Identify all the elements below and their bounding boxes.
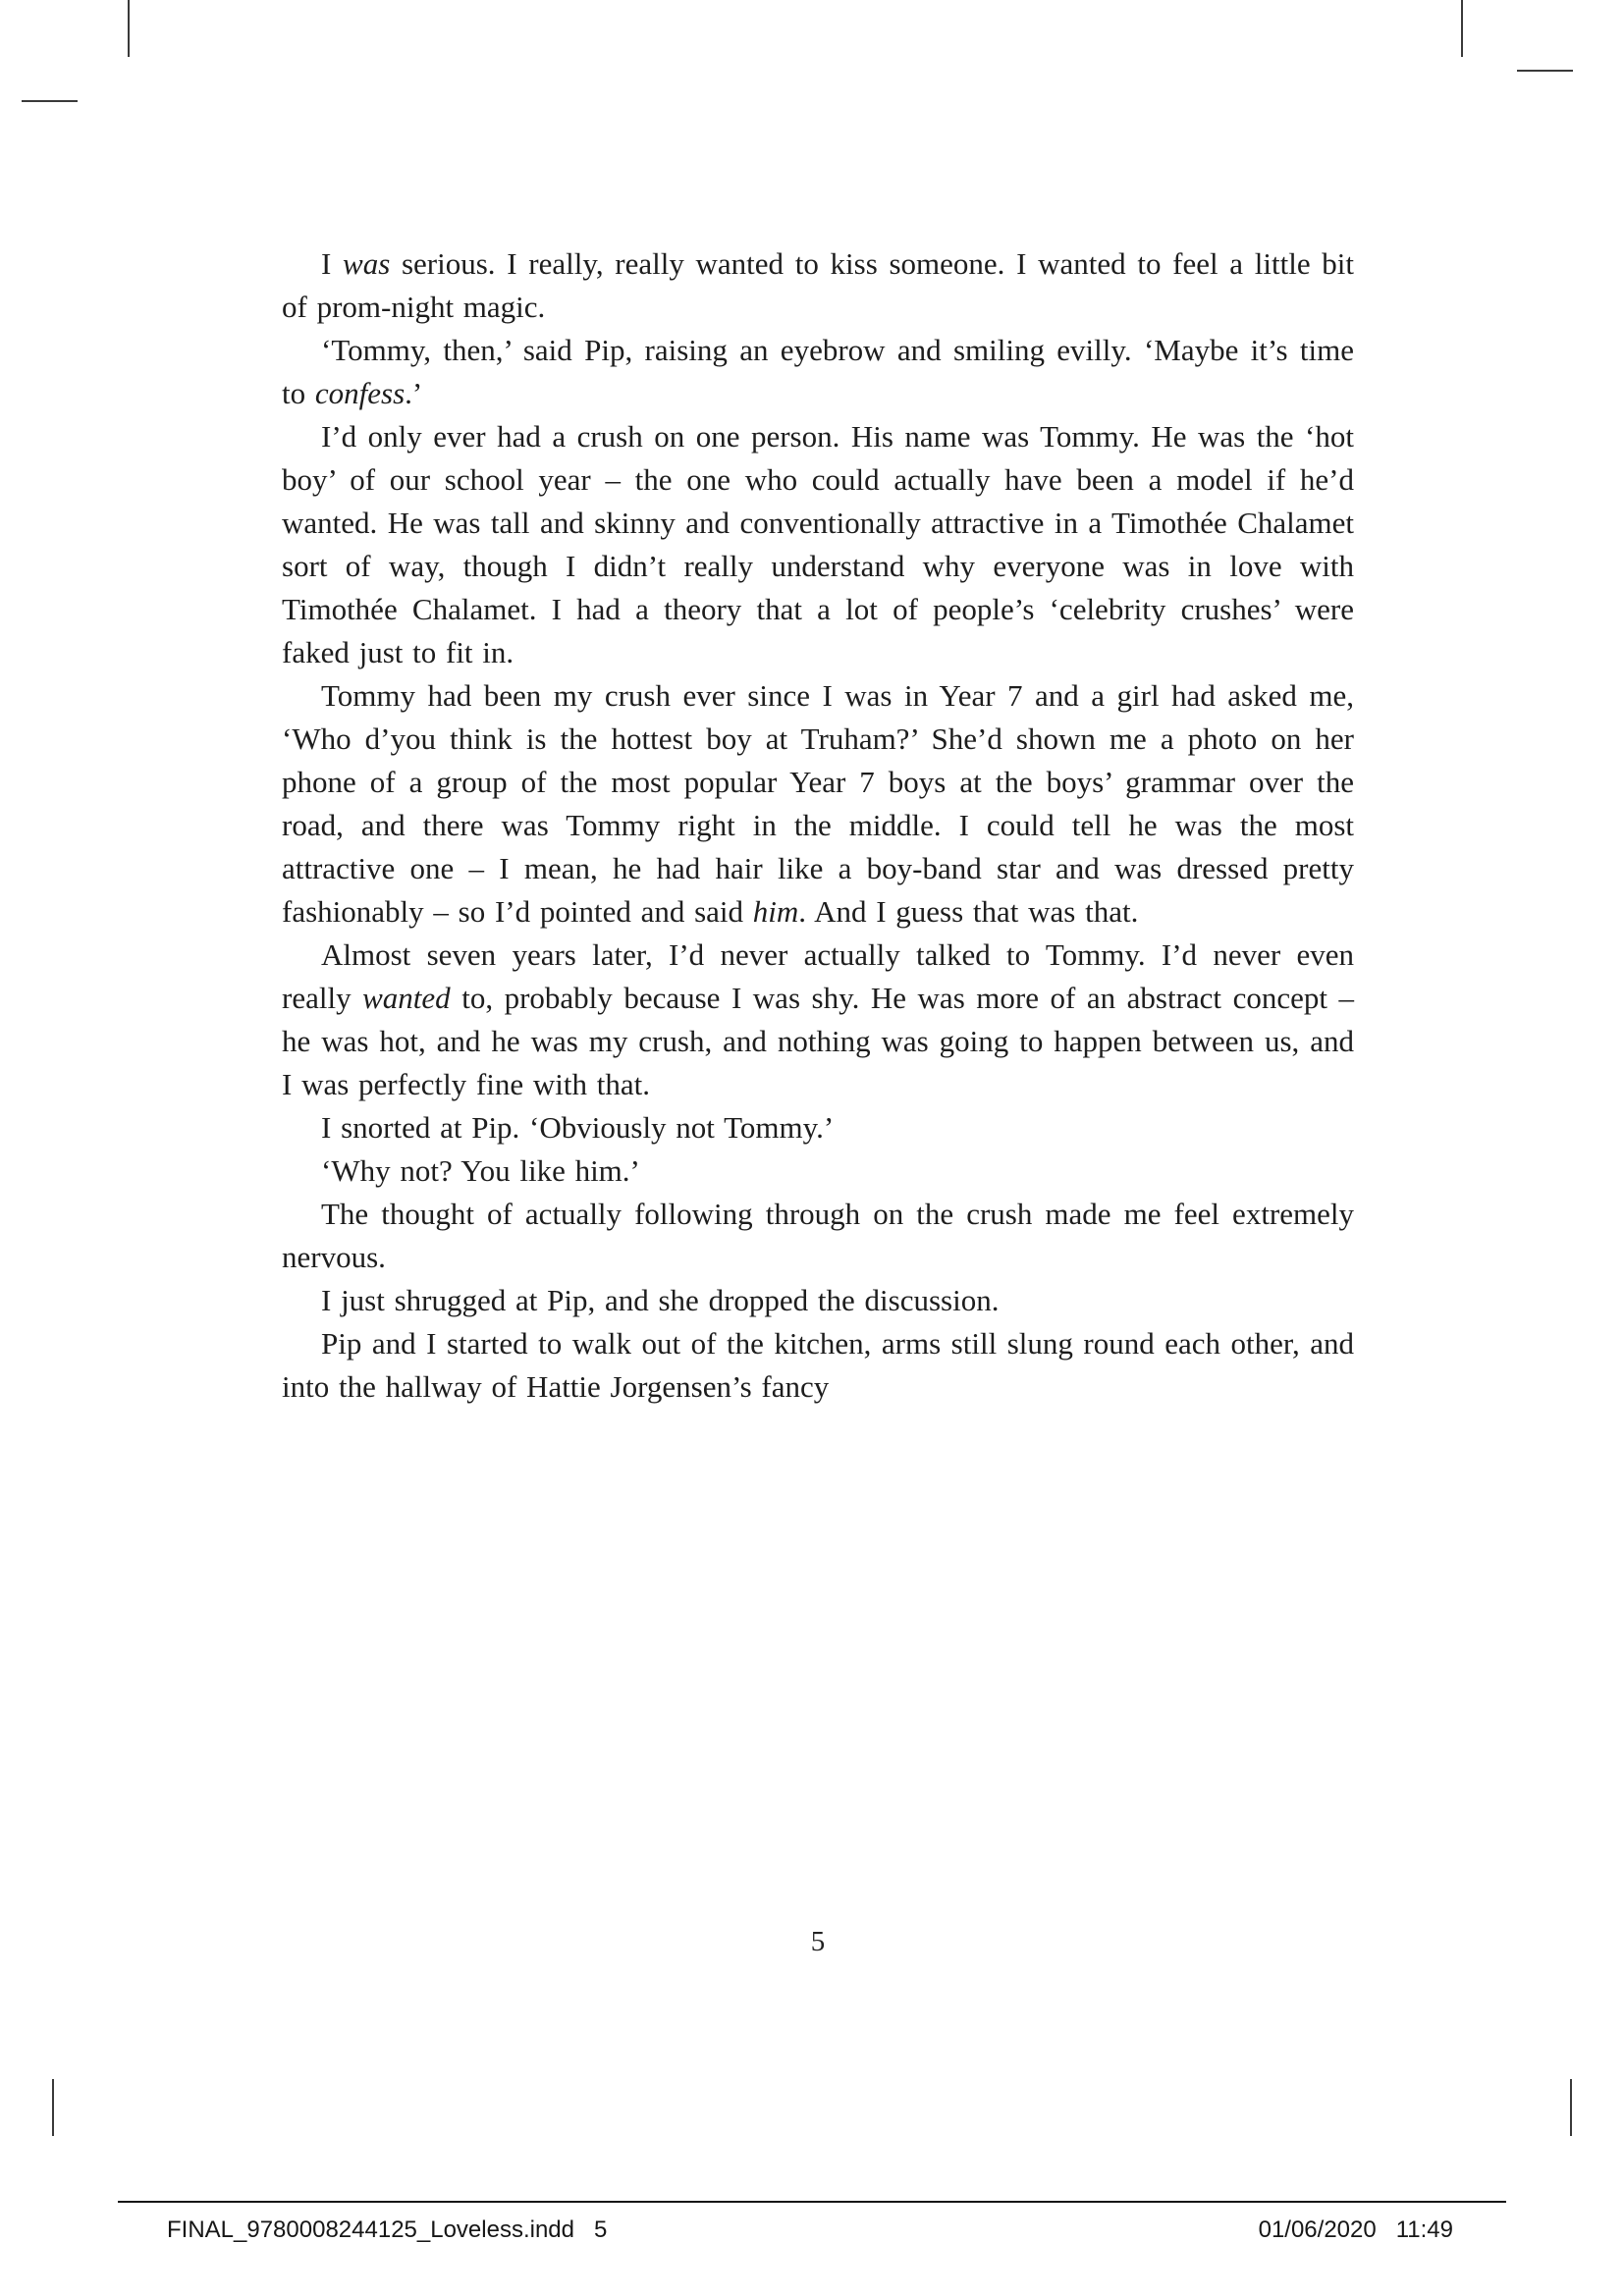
paragraph bbox=[282, 329, 1354, 415]
italic-text: him bbox=[752, 894, 799, 929]
text-run: ‘Tommy, then,’ said Pip, raising an eyebrow and smiling evilly. ‘Maybe it’s time to bbox=[282, 333, 1354, 410]
text-run: serious. I really, really wanted to kiss someone. I wanted to feel a little bit of prom-night magic. bbox=[282, 246, 1354, 324]
italic-text: confess bbox=[314, 376, 406, 410]
text-run: .’ bbox=[405, 376, 423, 410]
text-run: Pip and I started to walk out of the kitchen, arms still slung round each other, and into the hallway of Hattie Jorgensen’s fancy bbox=[282, 1326, 1354, 1404]
slug-datetime: 01/06/2020 11:49 bbox=[1258, 2216, 1453, 2243]
body-text bbox=[282, 242, 1354, 1409]
text-run: to, probably because I was shy. He was more of an abstract concept – he was hot, and he was my crush, and nothing was going to happen between us, and I was perfectly fine with that. bbox=[282, 981, 1354, 1101]
paragraph bbox=[282, 1322, 1354, 1409]
text-run: I bbox=[321, 246, 344, 281]
crop-mark-bottom-left-vertical bbox=[52, 2079, 54, 2136]
page-number: 5 bbox=[810, 1926, 826, 1957]
paragraph bbox=[282, 934, 1354, 1106]
paragraph bbox=[282, 1193, 1354, 1279]
text-run: Tommy had been my crush ever since I was in Year 7 and a girl had asked me, ‘Who d’you think is the hottest boy at Truham?’ She’d shown me a photo on her phone of a group of the most popular Year 7 boys at the boys’ grammar over the road, and there was Tommy right in the middle. I could tell he was the most attractive one – I mean, he had hair like a boy-band star and was dressed pretty fashionably – so I’d pointed and said bbox=[282, 678, 1354, 929]
paragraph bbox=[282, 674, 1354, 934]
text-run: The thought of actually following through on the crush made me feel extremely nervous. bbox=[282, 1197, 1354, 1274]
paragraph bbox=[282, 415, 1354, 674]
crop-mark-top-right-vertical bbox=[1461, 0, 1463, 57]
crop-mark-bottom-right-vertical bbox=[1570, 2079, 1572, 2136]
italic-text: wanted bbox=[362, 981, 451, 1015]
text-run: I’d only ever had a crush on one person. His name was Tommy. He was the ‘hot boy’ of our school year – the one who could actually have been a model if he’d wanted. He was tall and skinny and conventionally attractive in a Timothée Chalamet sort of way, though I didn’t really understand why everyone was in love with Timothée Chalamet. I had a theory that a lot of people’s ‘celebrity crushes’ were faked just to fit in. bbox=[282, 419, 1354, 669]
crop-mark-top-left-vertical bbox=[128, 0, 130, 57]
paragraph bbox=[282, 1106, 1354, 1149]
slug-rule bbox=[118, 2201, 1506, 2203]
crop-mark-right-horizontal bbox=[1517, 70, 1573, 72]
italic-text: was bbox=[343, 246, 391, 281]
text-run: Almost seven years later, I’d never actually talked to Tommy. I’d never even really bbox=[282, 937, 1354, 1015]
paragraph bbox=[282, 1279, 1354, 1322]
text-run: . And I guess that was that. bbox=[798, 894, 1139, 929]
text-run: ‘Why not? You like him.’ bbox=[321, 1153, 640, 1188]
text-run: I just shrugged at Pip, and she dropped the discussion. bbox=[321, 1283, 1000, 1317]
slug-filename: FINAL_9780008244125_Loveless.indd 5 bbox=[167, 2216, 608, 2243]
text-run: I snorted at Pip. ‘Obviously not Tommy.’ bbox=[321, 1110, 835, 1145]
paragraph bbox=[282, 1149, 1354, 1193]
crop-mark-left-horizontal bbox=[22, 100, 78, 102]
paragraph bbox=[282, 242, 1354, 329]
